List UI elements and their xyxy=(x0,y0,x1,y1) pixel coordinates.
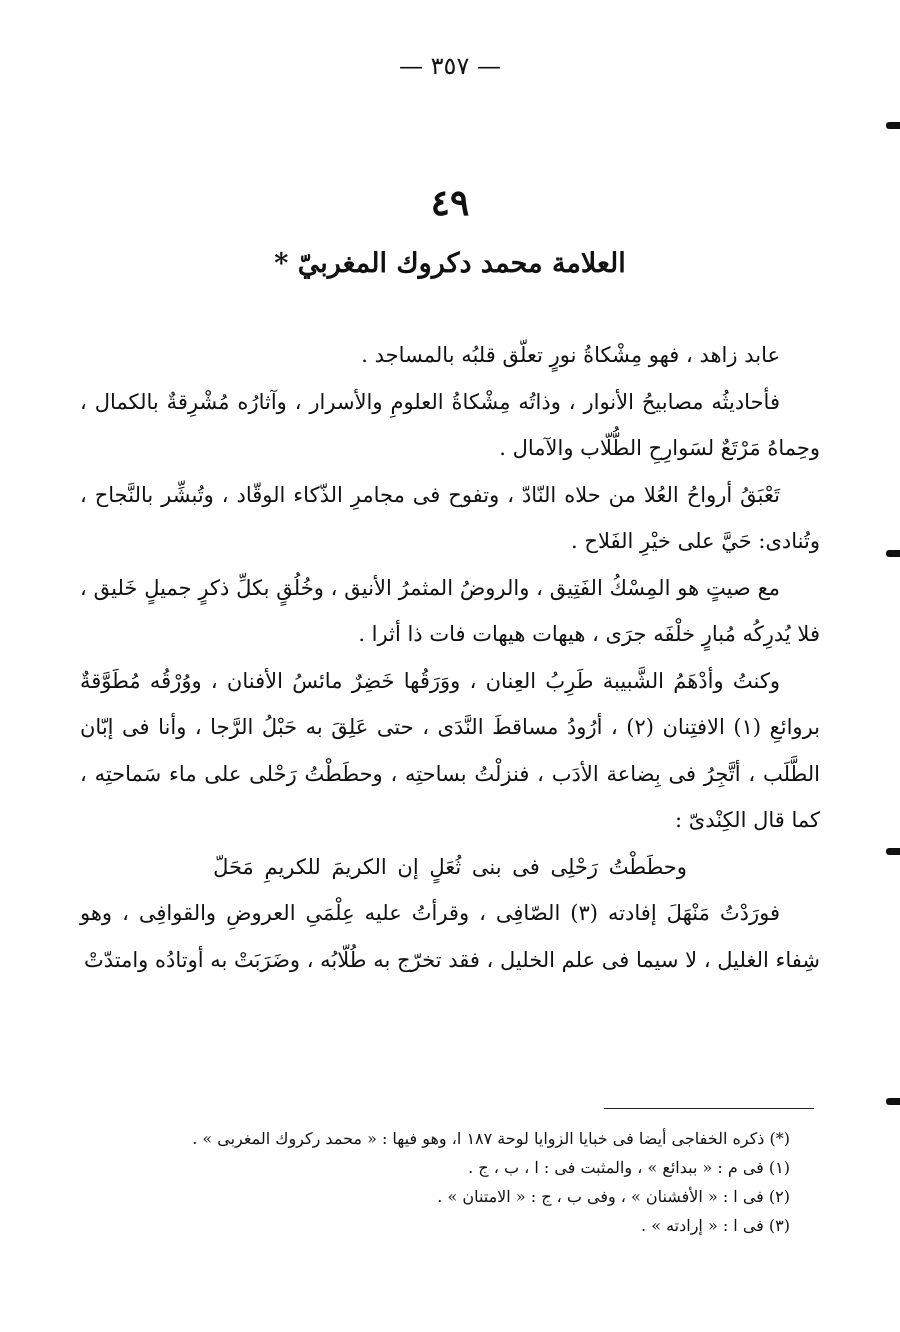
paragraph: وكنتُ وأدْهَمُ الشَّبيبة طَرِبُ العِنان ، ووَرَقُها خَضِرٌ مائسُ الأفنان ، ووُرْقُه مُطَوَّقةٌ بروائعِ (١) الافتِنان (٢) ، أرُودُ مساقطَ النَّدَى ، حتى عَلِقَ به حَبْلُ الرَّجا ، وأنا فى إبّان الطَّلَب ، أتَّجِرُ فى بِضاعة الأدَب ، فنزلْتُ بساحتِه ، وحطَطْتُ رَحْلى على ماء سَماحتِه ، كما قال الكِنْدىّ : xyxy=(80,668,820,832)
page-edge-mark xyxy=(886,848,900,855)
paragraph: فورَدْتُ مَنْهَلَ إفادته (٣) الصّافِى ، وقرأتُ عليه عِلْمَىِ العروضِ والقوافِى ، وهو شِفاء الغليل ، لا سيما فى علم الخليل ، فقد تخرّج به طُلّابُه ، وضَرَبَتْ به أوتادُه وامتدّتْ xyxy=(80,901,820,972)
entry-title: العلامة محمد دكروك المغربيّ * xyxy=(274,248,626,279)
footnote: (٣) فى ا : « إرادته » . xyxy=(641,1216,790,1235)
entry-number: ٤٩ xyxy=(430,182,470,224)
poetry-verse: وحطَطْتُ رَحْلِى فى بنى ثُعَلٍ إن الكريمَ للكريمِ مَحَلّ xyxy=(213,854,687,879)
page-number: — ٣٥٧ — xyxy=(399,52,501,80)
paragraph: مع صيتٍ هو المِسْكُ الفَتِيق ، والروضُ المثمرُ الأنيق ، وخُلُقٍ بكلِّ ذكرٍ جميلٍ خَليق ، فلا يُدرِكُه مُبارٍ خلْفَه جرَى ، هيهات هيهات فات ذا أثرا . xyxy=(80,575,820,646)
page-edge-mark xyxy=(886,550,900,557)
paragraph: عابد زاهد ، فهو مِشْكاةُ نورٍ تعلّق قلبُه بالمساجد . xyxy=(361,343,780,367)
paragraph: تَعْبَقُ أرواحُ العُلا من حلاه النّادّ ، وتفوح فى مجامرِ الذّكاء الوقّاد ، وتُبشِّر بالنَّجاح ، وتُنادى: حَيَّ على خيْرِ الفَلاح . xyxy=(80,482,820,553)
page-edge-mark xyxy=(886,122,900,129)
body-text xyxy=(80,332,820,983)
footnote: (٢) فى ا : « الأفشنان » ، وفى ب ، ج : « الامتنان » . xyxy=(437,1187,790,1206)
footnote: (١) فى م : « ببدائع » ، والمثبت فى : ا ، ب ، ج . xyxy=(468,1158,790,1177)
footnote-separator xyxy=(604,1108,814,1109)
footnote: (*) ذكره الخفاجى أيضا فى خبايا الزوايا لوحة ١٨٧ ا، وهو فيها : « محمد ركروك المغربى » . xyxy=(192,1129,790,1148)
paragraph: فأحاديثُه مصابيحُ الأنوار ، وذاتُه مِشْكاةُ العلومِ والأسرار ، وآثارُه مُشْرِقةٌ بالكمال ، وحِماهُ مَرْتَعٌ لسَوارِحِ الطُّلّاب والآمال . xyxy=(80,389,820,460)
footnotes xyxy=(90,1124,790,1240)
page-edge-mark xyxy=(886,1098,900,1105)
